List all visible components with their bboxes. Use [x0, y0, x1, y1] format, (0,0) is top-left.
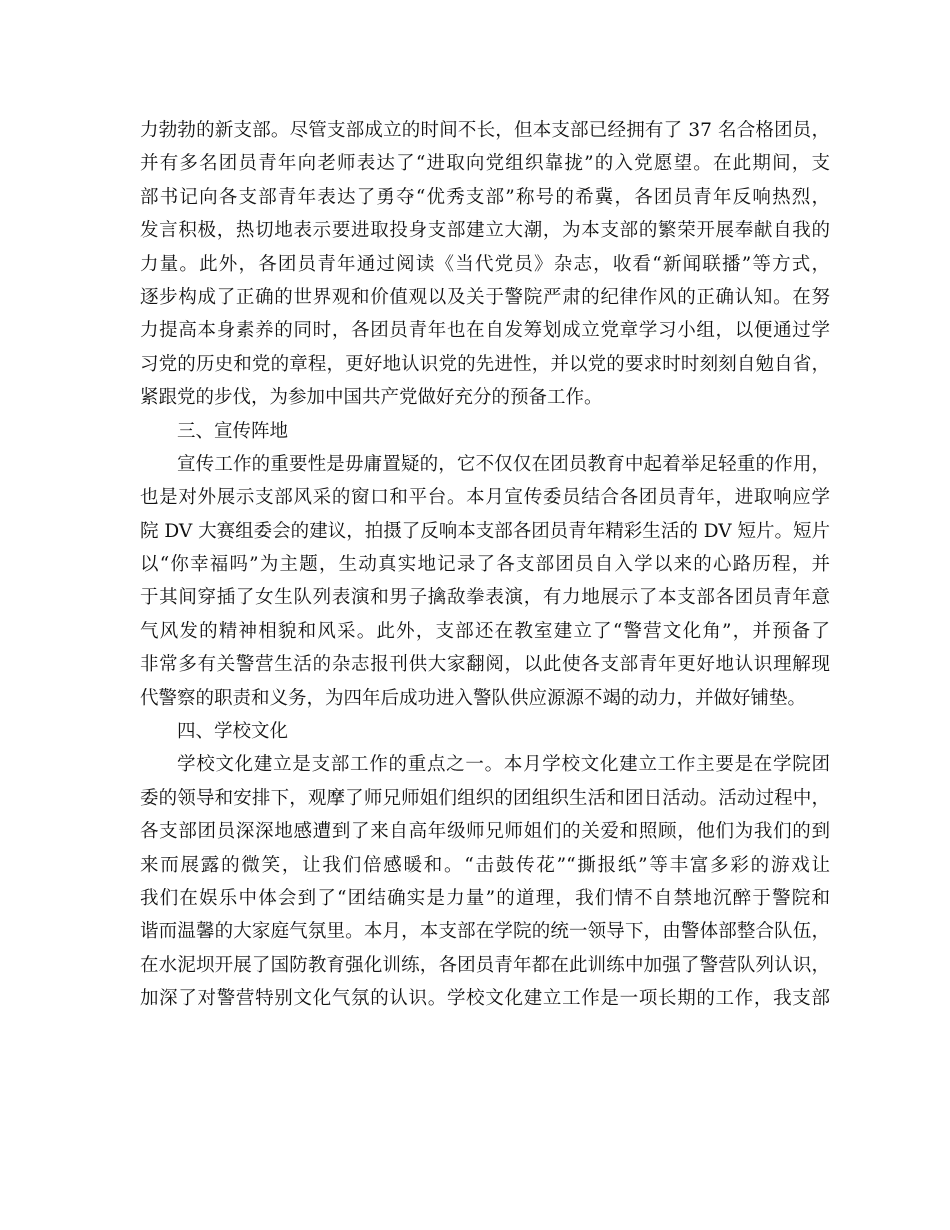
section-heading: 四、学校文化	[177, 721, 289, 743]
section-heading: 三、宣传阵地	[177, 420, 289, 442]
paragraph-line: 委的领导和安排下，观摩了师兄师姐们组织的团组织生活和团日活动。活动过程中，	[140, 787, 830, 809]
paragraph-line: 部书记向各支部青年表达了勇夺“优秀支部”称号的希冀，各团员青年反响热烈，	[140, 186, 830, 208]
paragraph-line: 来而展露的微笑，让我们倍感暖和。“击鼓传花”“撕报纸”等丰富多彩的游戏让	[140, 854, 830, 876]
paragraph-line: 力量。此外，各团员青年通过阅读《当代党员》杂志，收看“新闻联播”等方式，	[140, 253, 830, 275]
paragraph-line: 各支部团员深深地感遭到了来自高年级师兄师姐们的关爱和照顾，他们为我们的到	[140, 821, 830, 843]
paragraph-line: 宣传工作的重要性是毋庸置疑的，它不仅仅在团员教育中起着举足轻重的作用，	[177, 453, 830, 475]
paragraph-line: 代警察的职责和义务，为四年后成功进入警队供应源源不竭的动力，并做好铺垫。	[140, 687, 807, 709]
document-page	[140, 114, 830, 1016]
paragraph-line: 并有多名团员青年向老师表达了“进取向党组织靠拢”的入党愿望。在此期间，支	[140, 153, 830, 175]
paragraph-line: 院 DV 大赛组委会的建议，拍摄了反响本支部各团员青年精彩生活的 DV 短片。短片	[140, 520, 830, 542]
paragraph-line: 也是对外展示支部风采的窗口和平台。本月宣传委员结合各团员青年，进取响应学	[140, 487, 830, 509]
paragraph-line: 谐而温馨的大家庭气氛里。本月，本支部在学院的统一领导下，由警体部整合队伍，	[140, 921, 830, 943]
paragraph-line: 学校文化建立是支部工作的重点之一。本月学校文化建立工作主要是在学院团	[177, 754, 830, 776]
paragraph-line: 习党的历史和党的章程，更好地认识党的先进性，并以党的要求时时刻刻自勉自省，	[140, 353, 830, 375]
paragraph-line: 力提高本身素养的同时，各团员青年也在自发筹划成立党章学习小组，以便通过学	[140, 320, 830, 342]
paragraph-line: 发言积极，热切地表示要进取投身支部建立大潮，为本支部的繁荣开展奉献自我的	[140, 220, 830, 242]
paragraph-line: 在水泥坝开展了国防教育强化训练，各团员青年都在此训练中加强了警营队列认识，	[140, 954, 830, 976]
paragraph-line: 非常多有关警营生活的杂志报刊供大家翻阅，以此使各支部青年更好地认识理解现	[140, 654, 830, 676]
paragraph-line: 以“你幸福吗”为主题，生动真实地记录了各支部团员自入学以来的心路历程，并	[140, 554, 830, 576]
paragraph-line: 力勃勃的新支部。尽管支部成立的时间不长，但本支部已经拥有了 37 名合格团员，	[140, 120, 830, 141]
paragraph-line: 我们在娱乐中体会到了“团结确实是力量”的道理，我们情不自禁地沉醉于警院和	[140, 887, 830, 909]
paragraph-line: 逐步构成了正确的世界观和价值观以及关于警院严肃的纪律作风的正确认知。在努	[140, 286, 830, 308]
paragraph-line: 气风发的精神相貌和风采。此外，支部还在教室建立了“警营文化角”，并预备了	[140, 620, 830, 642]
paragraph-line: 紧跟党的步伐，为参加中国共产党做好充分的预备工作。	[140, 387, 603, 409]
paragraph-line: 加深了对警营特别文化气氛的认识。学校文化建立工作是一项长期的工作，我支部	[140, 988, 830, 1010]
paragraph-line: 于其间穿插了女生队列表演和男子擒敌拳表演，有力地展示了本支部各团员青年意	[140, 587, 830, 609]
